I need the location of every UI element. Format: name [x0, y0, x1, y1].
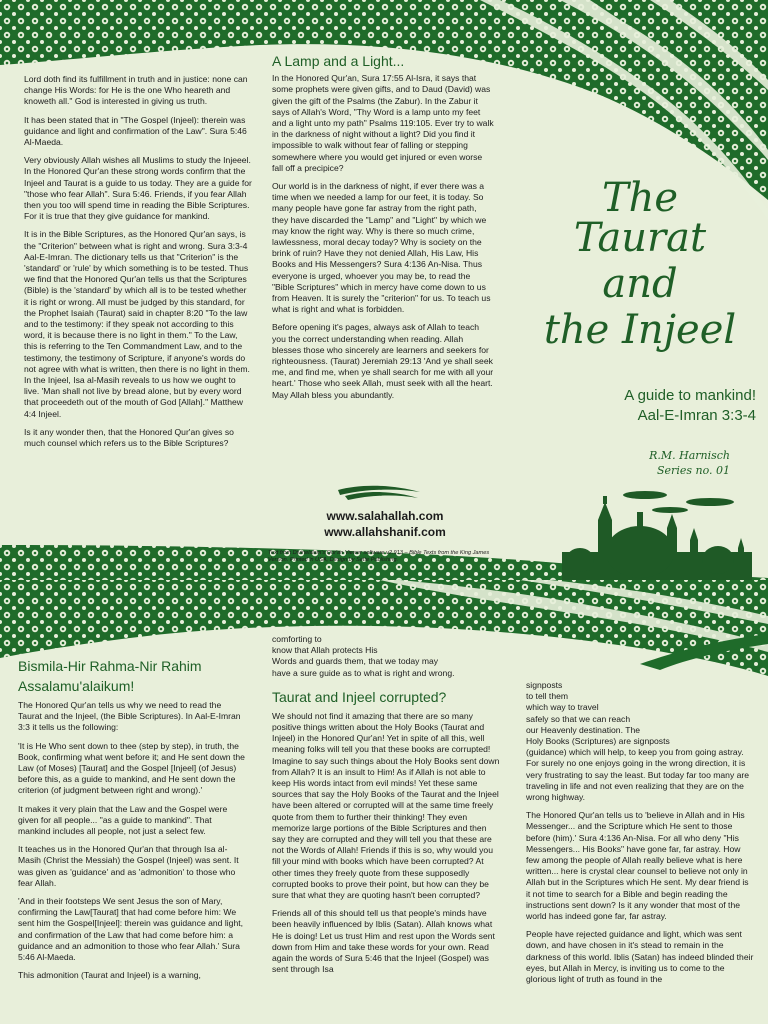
- website-links: [300, 508, 470, 540]
- website-link[interactable]: www.allahshanif.com: [324, 525, 446, 539]
- inside-col-2: [272, 634, 500, 982]
- paragraph: The Honored Qur'an tells us to 'believe in Allah and in His Messenger... and the Scripture which He sent to those before (him).' Sura 4:136 An-Nisa. For all who deny "His Messengers... His Books" have gone far, far astray. How few among the people of Allah really believe what is here written... here is crystal clear counsel to believe not only in Allah but in the Scriptures which He sent. My dear friend is it not time to search for a Bible and begin reading the instructions sent down? Is it any wonder that most of the world has indeed gone far, far astray.: [526, 810, 749, 922]
- subtitle-line: Aal-E-Imran 3:3-4: [637, 407, 756, 424]
- title-line: the Injeel: [543, 307, 737, 353]
- paragraph: The Honored Qur'an tells us why we need to read the Taurat and the Injeel, (the Bible Scriptures). In Aal-E-Imran 3:3 it tells us the following:: [18, 700, 241, 733]
- paragraph: People have rejected guidance and light, which was sent down, and have chosen in it's stead to remain in the darkness of this world. Iblis (Satan) has indeed blinded their eyes, but Allah in Mercy, is inviting us to come to the glorious light of truth as found in the: [526, 929, 754, 985]
- front-col-2: [272, 53, 494, 408]
- paragraph: 'It is He Who sent down to thee (step by step), in truth, the Book, confirming what went before it; and He sent down the Law (of Moses) [Taurat] and the Gospel [Injeel] (of Jesus) before this, as a guide to mankind, and He sent down the criterion (of judgment between right and wrong).': [18, 740, 245, 796]
- inside-col-3: [526, 680, 754, 992]
- text-line: have a sure guide as to what is right and wrong.: [272, 667, 455, 678]
- front-col-1: [24, 74, 252, 456]
- text-line: to tell them: [526, 691, 569, 702]
- paragraph: Our world is in the darkness of night, if ever there was a time when we needed a lamp for our feet, it is today. So many people have gone far astray from the right path, they have discarded the "Lamp" and "Light" by which we may know the right way. Why is there so much crime, lawlessness, moral decay today? Why is society on the brink of ruin? Have they not denied Allah, His Law, His Books and His Messengers? Sura 4:136 An-Nisa. Thus everyone is urged, whoever you may be, to read the "Bible Scriptures" which in mercy have come down to us from Heaven. It is surely the "criterion" for us. To teach us what is right and what is forbidden.: [272, 181, 491, 315]
- paragraph: Very obviously Allah wishes all Muslims to study the Injeeel. In the Honored Qur'an these strong words confirm that the Injeel and Taurat is a guide to us today. They are a guide for "those who fear Allah". Sura 5:46. Friends, if you fear Allah then you too will spend time in reading the Bible Scriptures. For it is true that they give guidance for mankind.: [24, 155, 252, 222]
- inside-page: [0, 580, 768, 1024]
- greeting-heading: Assalamu'alaikum!: [18, 678, 135, 694]
- paragraph: It is in the Bible Scriptures, as the Honored Qur'an says, is the "Criterion" between what is right and wrong. Sura 3:3-4 Aal-E-Imran. The dictionary tells us that "Criterion" is the 'standard' or 'rule' by which something is to be tested. Thus we find that the Honored Qur'an tells us that the Scriptures (Bible) is the 'standard' by which all is to be tested whether it is right or wrong. All must be judged by this standard, for the Prophet Isaiah (Taurat) said in chapter 8:20 "To the law and to the testimony: if they speak not according to this word, it is because there is no light in them." To the Law, this is referring to the Ten Commandment Law, and to the testimony, the testimony of Scripture, if anyone's words do not agree with what is written, then there is no light in them. In the Injeel, Isa al-Masih reveals to us how we ought to live. 'Man shall not live by bread alone, but by every word that proceedeth out of the mouth of God [Allah]." Matthew 4:4 Injeel.: [24, 229, 250, 419]
- title-line: The Taurat: [573, 175, 707, 261]
- paragraph: In the Honored Qur'an, Sura 17:55 Al-Isra, it says that some prophets were given gifts, and to Daud (David) was given the gift of the Psalms (the Zabur). In the Zabur it says of Allah's Word, "Thy Word is a lamp unto my feet and a light unto my path" Psalms 119:105. Ever try to walk in the darkness of night without a light? Did you find it impossible to walk without fear of falling or stepping somewhere where you would get injured or even worse fall off a precipice?: [272, 73, 494, 173]
- paragraph: Friends all of this should tell us that people's minds have been heavily influenced by Iblis (Satan). Allah knows what He is doing! Let us trust Him and rest upon the Words sent down from Him and take these words for your own. Read again the words of Sura 5:46 that the Injeel (Gospel) was sent through Isa: [272, 908, 495, 975]
- section-heading: A Lamp and a Light...: [272, 53, 405, 69]
- text-line: safely so that we can reach: [526, 713, 631, 724]
- author-name: R.M. Harnisch: [649, 449, 730, 462]
- paragraph: This admonition (Taurat and Injeel) is a warning,: [18, 970, 201, 981]
- paragraph: Is it any wonder then, that the Honored Qur'an gives so much counsel which refers us to the Bible Scriptures?: [24, 426, 234, 449]
- author-block: [600, 448, 730, 478]
- greeting-heading: Bismila-Hir Rahma-Nir Rahim: [18, 658, 202, 674]
- text-line: Holy Books (Scriptures) are signposts: [526, 736, 670, 747]
- website-link[interactable]: www.salahallah.com: [326, 509, 444, 523]
- text-line: Words and guards them, that we today may: [272, 656, 439, 667]
- text-line: which way to travel: [526, 702, 599, 713]
- series-number: Series no. 01: [657, 464, 730, 477]
- logo-swoosh: [338, 486, 420, 500]
- paragraph: (guidance) which will help, to keep you from going astray. For surely no one enjoys going in the wrong direction, it is very frustrating to say the least. But today far too many are traveling in life and not even realizing that they are on the wrong highway.: [526, 747, 750, 803]
- paragraph: We should not find it amazing that there are so many positive things written about the Holy Books (Taurat and Injeel) in the Honored Qur'an! Yet in spite of all this, well meaning folks will tell you that these books are corrupted! Imagine to say such things about the Holy Books sent down from Allah? It is an insult to Him! As if Allah is not able to keep His words intact from evil minds! Yet these same sources that say the Holy Books of the Taurat and the Injeel have been altered or corrupted will at the same time freely quote from them to further their thinking! They even memorize large portions of the Bible Scriptures and then say they are corrupted and they will tell you that these are not the Words of Allah! Friends if this is so, why would you fill your mind with books which have been corrupted? At other times they freely quote from these supposedly corrupted books to prove their point, but how can they be sure that what they are quoting hasn't been corrupted?: [272, 710, 500, 901]
- print-footnote: Text from Divinelslam's Qur'an Viewer software v2.913 – Bible Texts from the King James Version. Printed in USA, Design by Sette Publishing.: [268, 550, 490, 563]
- cover-subtitle: [530, 386, 756, 426]
- subtitle-line: A guide to mankind!: [624, 387, 756, 404]
- text-line: our Heavenly destination. The: [526, 724, 641, 735]
- title-line: and: [602, 261, 678, 307]
- text-line: comforting to: [272, 634, 322, 644]
- paragraph: 'And in their footsteps We sent Jesus the son of Mary, confirming the Law[Taurat] that had come before him: We sent him the Gospel[Injeel]: therein was guidance and light, and confirmation of the Law that had come before him: a guidance and an admonition to those who fear Allah.' Sura 5:46 Al-Maeda.: [18, 896, 244, 963]
- paragraph: It has been stated that in "The Gospel (Injeel): therein was guidance and light and confirmation of the Law". Sura 5:46 Al-Maeda.: [24, 114, 247, 148]
- paragraph: Lord doth find its fulfillment in truth and in justice: none can change His Words: for He is the one Who heareth and knoweth all." God is interested in giving us truth.: [24, 74, 248, 107]
- cover-title: [540, 175, 740, 353]
- text-line: know that Allah protects His: [272, 645, 378, 656]
- paragraph: It teaches us in the Honored Qur'an that through Isa al-Masih (Christ the Messiah) the Gospel (Injeel) was sent. It was given as 'guidance' and as 'admonition' to those who fear Allah.: [18, 844, 239, 888]
- paragraph: Before opening it's pages, always ask of Allah to teach you the correct understanding when reading. Allah blesses those who sincerely are learners and seekers for righteousness. (Taurat) Jeremiah 29:13 'And ye shall seek me, and find me, when ye shall search for me with all your heart.' Those who seek Allah, must seek with all the heart. May Allah bless you abundantly.: [272, 322, 494, 400]
- paragraph: It makes it very plain that the Law and the Gospel were given for all people... "as a guide to mankind". That mankind includes all people, not just a select few.: [18, 803, 228, 837]
- text-line: signposts: [526, 680, 563, 690]
- section-heading: Taurat and Injeel corrupted?: [272, 688, 447, 705]
- inside-col-1: [18, 656, 246, 988]
